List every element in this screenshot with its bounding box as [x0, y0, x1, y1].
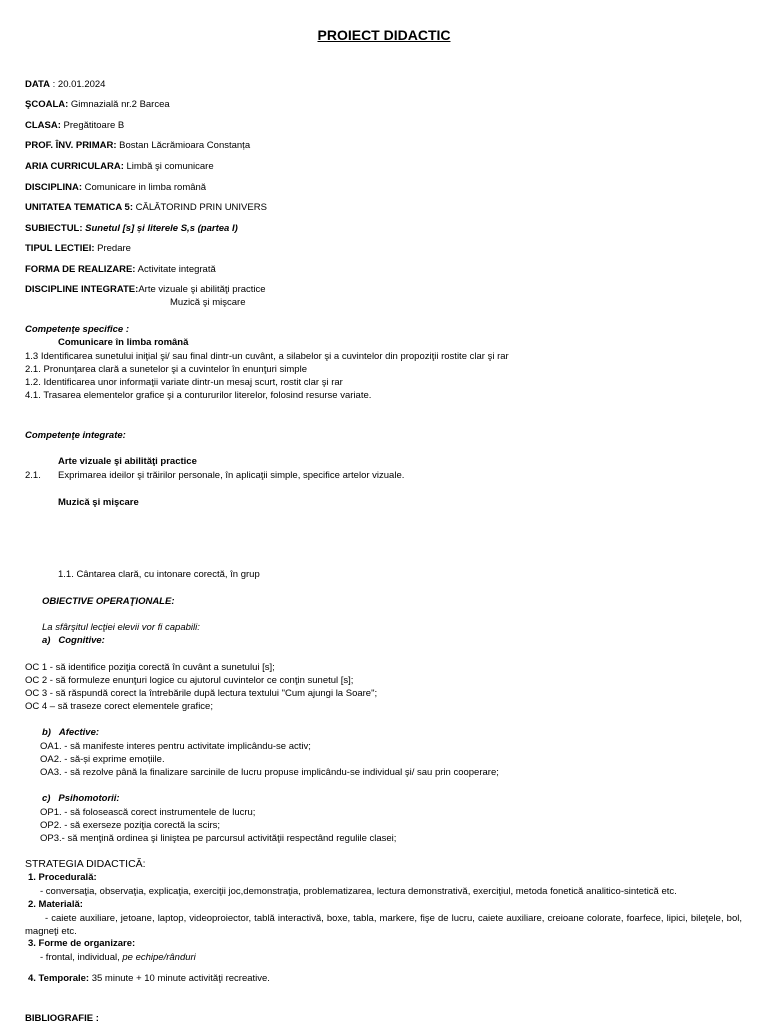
field-label: ARIA CURRICULARA: [25, 161, 124, 172]
list-item: 1.3 Identificarea sunetului iniţial şi/ sau final dintr-un cuvânt, a silabelor şi a cuvintelor din propoziţii rostite clar şi rar [25, 351, 509, 362]
list-item: OP3.- să menţină ordinea şi liniştea pe parcursul activităţii respectând regulile clasei; [40, 833, 397, 844]
field-label: TIPUL LECTIEI: [25, 243, 95, 254]
strategy-procedural-text: - conversaţia, observaţia, explicaţia, exerciţii joc,demonstraţia, problematizarea, lectura demonstrativă, exerciţiul, metoda fonetică analitico-sintetică etc. [40, 886, 677, 897]
list-marker: c) [42, 793, 51, 804]
field-label: DATA [25, 79, 50, 90]
field-label: ŞCOALA: [25, 99, 69, 110]
specific-subject: Comunicare în limba română [58, 337, 189, 348]
op-list [40, 806, 396, 845]
field-subject [25, 223, 238, 234]
list-marker: b) [42, 727, 51, 738]
strategy-temporal [28, 973, 270, 984]
field-value: Limbă şi comunicare [126, 161, 214, 172]
list-marker: a) [42, 635, 51, 646]
field-label: PROF. ÎNV. PRIMAR: [25, 140, 117, 151]
strategy-forms-title: 3. Forme de organizare: [28, 938, 136, 949]
temporal-title: 4. Temporale: [28, 973, 90, 984]
oa-list [40, 740, 499, 779]
integrated-heading: Competenţe integrate: [25, 430, 126, 441]
list-item: OP1. - să folosească corect instrumentele de lucru; [40, 807, 256, 818]
field-label: UNITATEA TEMATICA 5: [25, 202, 134, 213]
page-title: PROIECT DIDACTIC [317, 27, 451, 43]
list-item: OC 1 - să identifice poziţia corectă în cuvânt a sunetului [s]; [25, 662, 275, 673]
category-label: Cognitive: [58, 635, 105, 646]
objectives-cognitive [42, 635, 105, 646]
objectives-heading: OBIECTIVE OPERAŢIONALE: [42, 596, 175, 607]
field-sep: : [49, 79, 58, 90]
field-unit [25, 202, 267, 213]
field-school [25, 99, 170, 110]
field-value: Sunetul [s] și literele S,s (partea I) [85, 223, 238, 234]
field-form [25, 264, 216, 275]
field-discipline [25, 182, 206, 193]
field-label: FORMA DE REALIZARE: [25, 264, 136, 275]
strategy-material-text: - caiete auxiliare, jetoane, laptop, videoproiector, tablă interactivă, boxe, tabla, markere, fişe de lucru, caiete auxiliare, creioane colorate, foarfece, lipici, bileţele, bol, magneţi etc. [25, 913, 742, 937]
field-lesson-type [25, 243, 131, 254]
field-value: Pregătitoare B [63, 120, 125, 131]
integrated-arts-num: 2.1. [25, 470, 41, 481]
field-value: 20.01.2024 [57, 79, 106, 90]
list-item: OA2. - să-și exprime emoțiile. [40, 754, 165, 765]
list-item: OC 4 – să traseze corect elementele grafice; [25, 701, 213, 712]
field-integrated-second: Muzică şi mişcare [170, 297, 246, 308]
list-item: OC 2 - să formuleze enunţuri logice cu ajutorul cuvintelor ce conţin sunetul [s]; [25, 675, 354, 686]
forms-italic: pe echipe/rânduri [122, 952, 196, 963]
field-area [25, 161, 214, 172]
category-label: Psihomotorii: [58, 793, 120, 804]
strategy-material-title: 2. Materială: [28, 899, 83, 910]
integrated-music-title: Muzică şi mişcare [58, 497, 139, 508]
list-item: OA1. - să manifeste interes pentru activitate implicându-se activ; [40, 741, 311, 752]
bibliography-heading: BIBLIOGRAFIE : [25, 1013, 99, 1024]
strategy-forms-text [40, 952, 196, 963]
field-class [25, 120, 124, 131]
specific-list [25, 350, 509, 402]
integrated-arts-item: Exprimarea ideilor şi trăirilor personale, în aplicaţii simple, specifice artelor vizuale. [58, 470, 405, 481]
field-value: Comunicare in limba română [84, 182, 207, 193]
list-item: OP2. - să exerseze poziţia corectă la scirs; [40, 820, 221, 831]
list-item: 1.2. Identificarea unor informaţii variate dintr-un mesaj scurt, rostit clar şi rar [25, 377, 343, 388]
list-item: OA3. - să rezolve până la finalizare sarcinile de lucru propuse implicându-se individual şi/ sau prin cooperare; [40, 767, 499, 778]
strategy-heading: STRATEGIA DIDACTICĂ: [25, 858, 146, 870]
list-item: 2.1. Pronunţarea clară a sunetelor şi a cuvintelor în enunţuri simple [25, 364, 307, 375]
field-value: Bostan Lăcrămioara Constanța [119, 140, 251, 151]
specific-heading: Competenţe specifice : [25, 324, 129, 335]
list-item: OC 3 - să răspundă corect la întrebările după lectura textului "Cum ajungi la Soare"; [25, 688, 378, 699]
field-teacher [25, 140, 250, 151]
field-label: DISCIPLINE INTEGRATE: [25, 284, 139, 295]
objectives-psychomotor [42, 793, 120, 804]
objectives-intro: La sfârşitul lecţiei elevii vor fi capabili: [42, 622, 200, 633]
forms-plain: - frontal, individual, [40, 952, 123, 963]
strategy-procedural-title: 1. Procedurală: [28, 872, 97, 883]
field-value: CĂLĂTORIND PRIN UNIVERS [135, 202, 267, 213]
temporal-text: 35 minute + 10 minute activităţi recreative. [89, 973, 270, 984]
oc-list [25, 661, 377, 713]
field-label: SUBIECTUL: [25, 223, 83, 234]
objectives-affective [42, 727, 99, 738]
field-value: Gimnazială nr.2 Barcea [70, 99, 170, 110]
list-item: 4.1. Trasarea elementelor grafice şi a contururilor literelor, folosind resurse variate. [25, 390, 372, 401]
field-value: Arte vizuale şi abilităţi practice [138, 284, 266, 295]
field-value: Predare [97, 243, 131, 254]
field-label: CLASA: [25, 120, 61, 131]
field-integrated [25, 284, 266, 295]
field-label: DISCIPLINA: [25, 182, 82, 193]
integrated-arts-title: Arte vizuale şi abilităţi practice [58, 456, 197, 467]
field-value: Activitate integrată [137, 264, 216, 275]
category-label: Afective: [58, 727, 100, 738]
integrated-music-item: 1.1. Cântarea clară, cu intonare corectă, în grup [58, 569, 260, 580]
field-date [25, 79, 105, 90]
